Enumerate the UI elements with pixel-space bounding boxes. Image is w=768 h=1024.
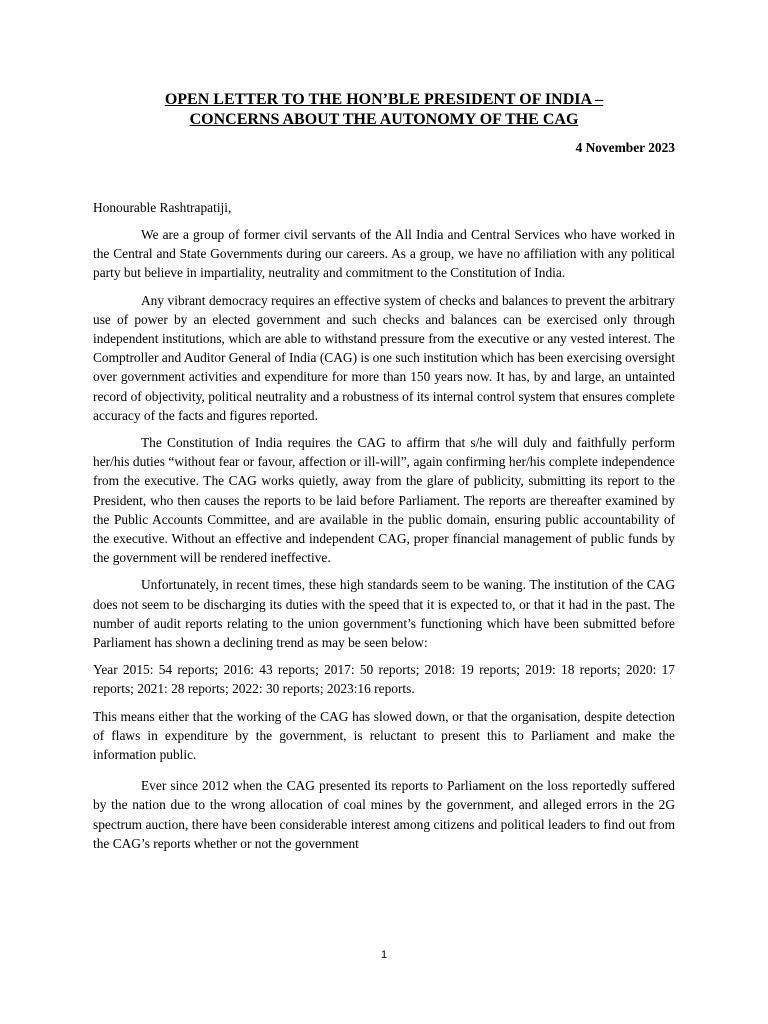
page-number: 1	[380, 949, 388, 961]
paragraph-waning-standards: Unfortunately, in recent times, these high standards seem to be waning. The institution of the CAG does not seem to be discharging its duties with the speed that it is expected to, or that it had in the past. The number of audit reports relating to the union government’s functioning which have been submitted before Parliament has shown a declining trend as may be seen below:	[93, 577, 675, 651]
document-title	[93, 90, 675, 130]
letter-body	[93, 225, 675, 861]
paragraph-constitution: The Constitution of India requires the CAG to affirm that s/he will duly and faithfully perform her/his duties “without fear or favour, affection or ill-will”, again confirming her/his complete independence from the executive. The CAG works quietly, away from the glare of publicity, submitting its report to the President, who then causes the reports to be laid before Parliament. The reports are thereafter examined by the Public Accounts Committee, and are available in the public domain, ensuring public accountability of the executive. Without an effective and independent CAG, proper financial management of public funds by the government will be rendered ineffective.	[93, 435, 675, 566]
title-line-2: CONCERNS ABOUT THE AUTONOMY OF THE CAG	[189, 111, 579, 128]
paragraph-intro: We are a group of former civil servants of the All India and Central Services who have worked in the Central and State Governments during our careers. As a group, we have no affiliation with any political party but believe in impartiality, neutrality and commitment to the Constitution of India.	[93, 227, 675, 281]
title-line-1: OPEN LETTER TO THE HON’BLE PRESIDENT OF INDIA –	[164, 91, 604, 108]
letter-date: 4 November 2023	[575, 140, 675, 155]
paragraph-slowdown: This means either that the working of the CAG has slowed down, or that the organisation, despite detection of flaws in expenditure by the government, is reluctant to present this to Parliament and make the information public.	[93, 708, 675, 763]
salutation: Honourable Rashtrapatiji,	[93, 200, 232, 215]
paragraph-report-counts: Year 2015: 54 reports; 2016: 43 reports; 2017: 50 reports; 2018: 19 reports; 2019: 18 reports; 2020: 17 reports; 2021: 28 reports; 2022: 30 reports; 2023:16 reports.	[93, 662, 675, 697]
paragraph-since-2012: Ever since 2012 when the CAG presented its reports to Parliament on the loss reportedly suffered by the nation due to the wrong allocation of coal mines by the government, and alleged errors in the 2G spectrum auction, there have been considerable interest among citizens and political leaders to find out from the CAG’s reports whether or not the government	[93, 778, 675, 851]
document-page	[93, 0, 675, 1024]
paragraph-checks-balances: Any vibrant democracy requires an effective system of checks and balances to prevent the arbitrary use of power by an elected government and such checks and balances can be exercised only through independent institutions, which are able to withstand pressure from the executive or any vested interest. The Comptroller and Auditor General of India (CAG) is one such institution which has been exercising oversight over government activities and expenditure for more than 150 years now. It has, by and large, an untainted record of objectivity, political neutrality and a robustness of its internal control system that ensures complete accuracy of the facts and figures reported.	[93, 292, 675, 423]
